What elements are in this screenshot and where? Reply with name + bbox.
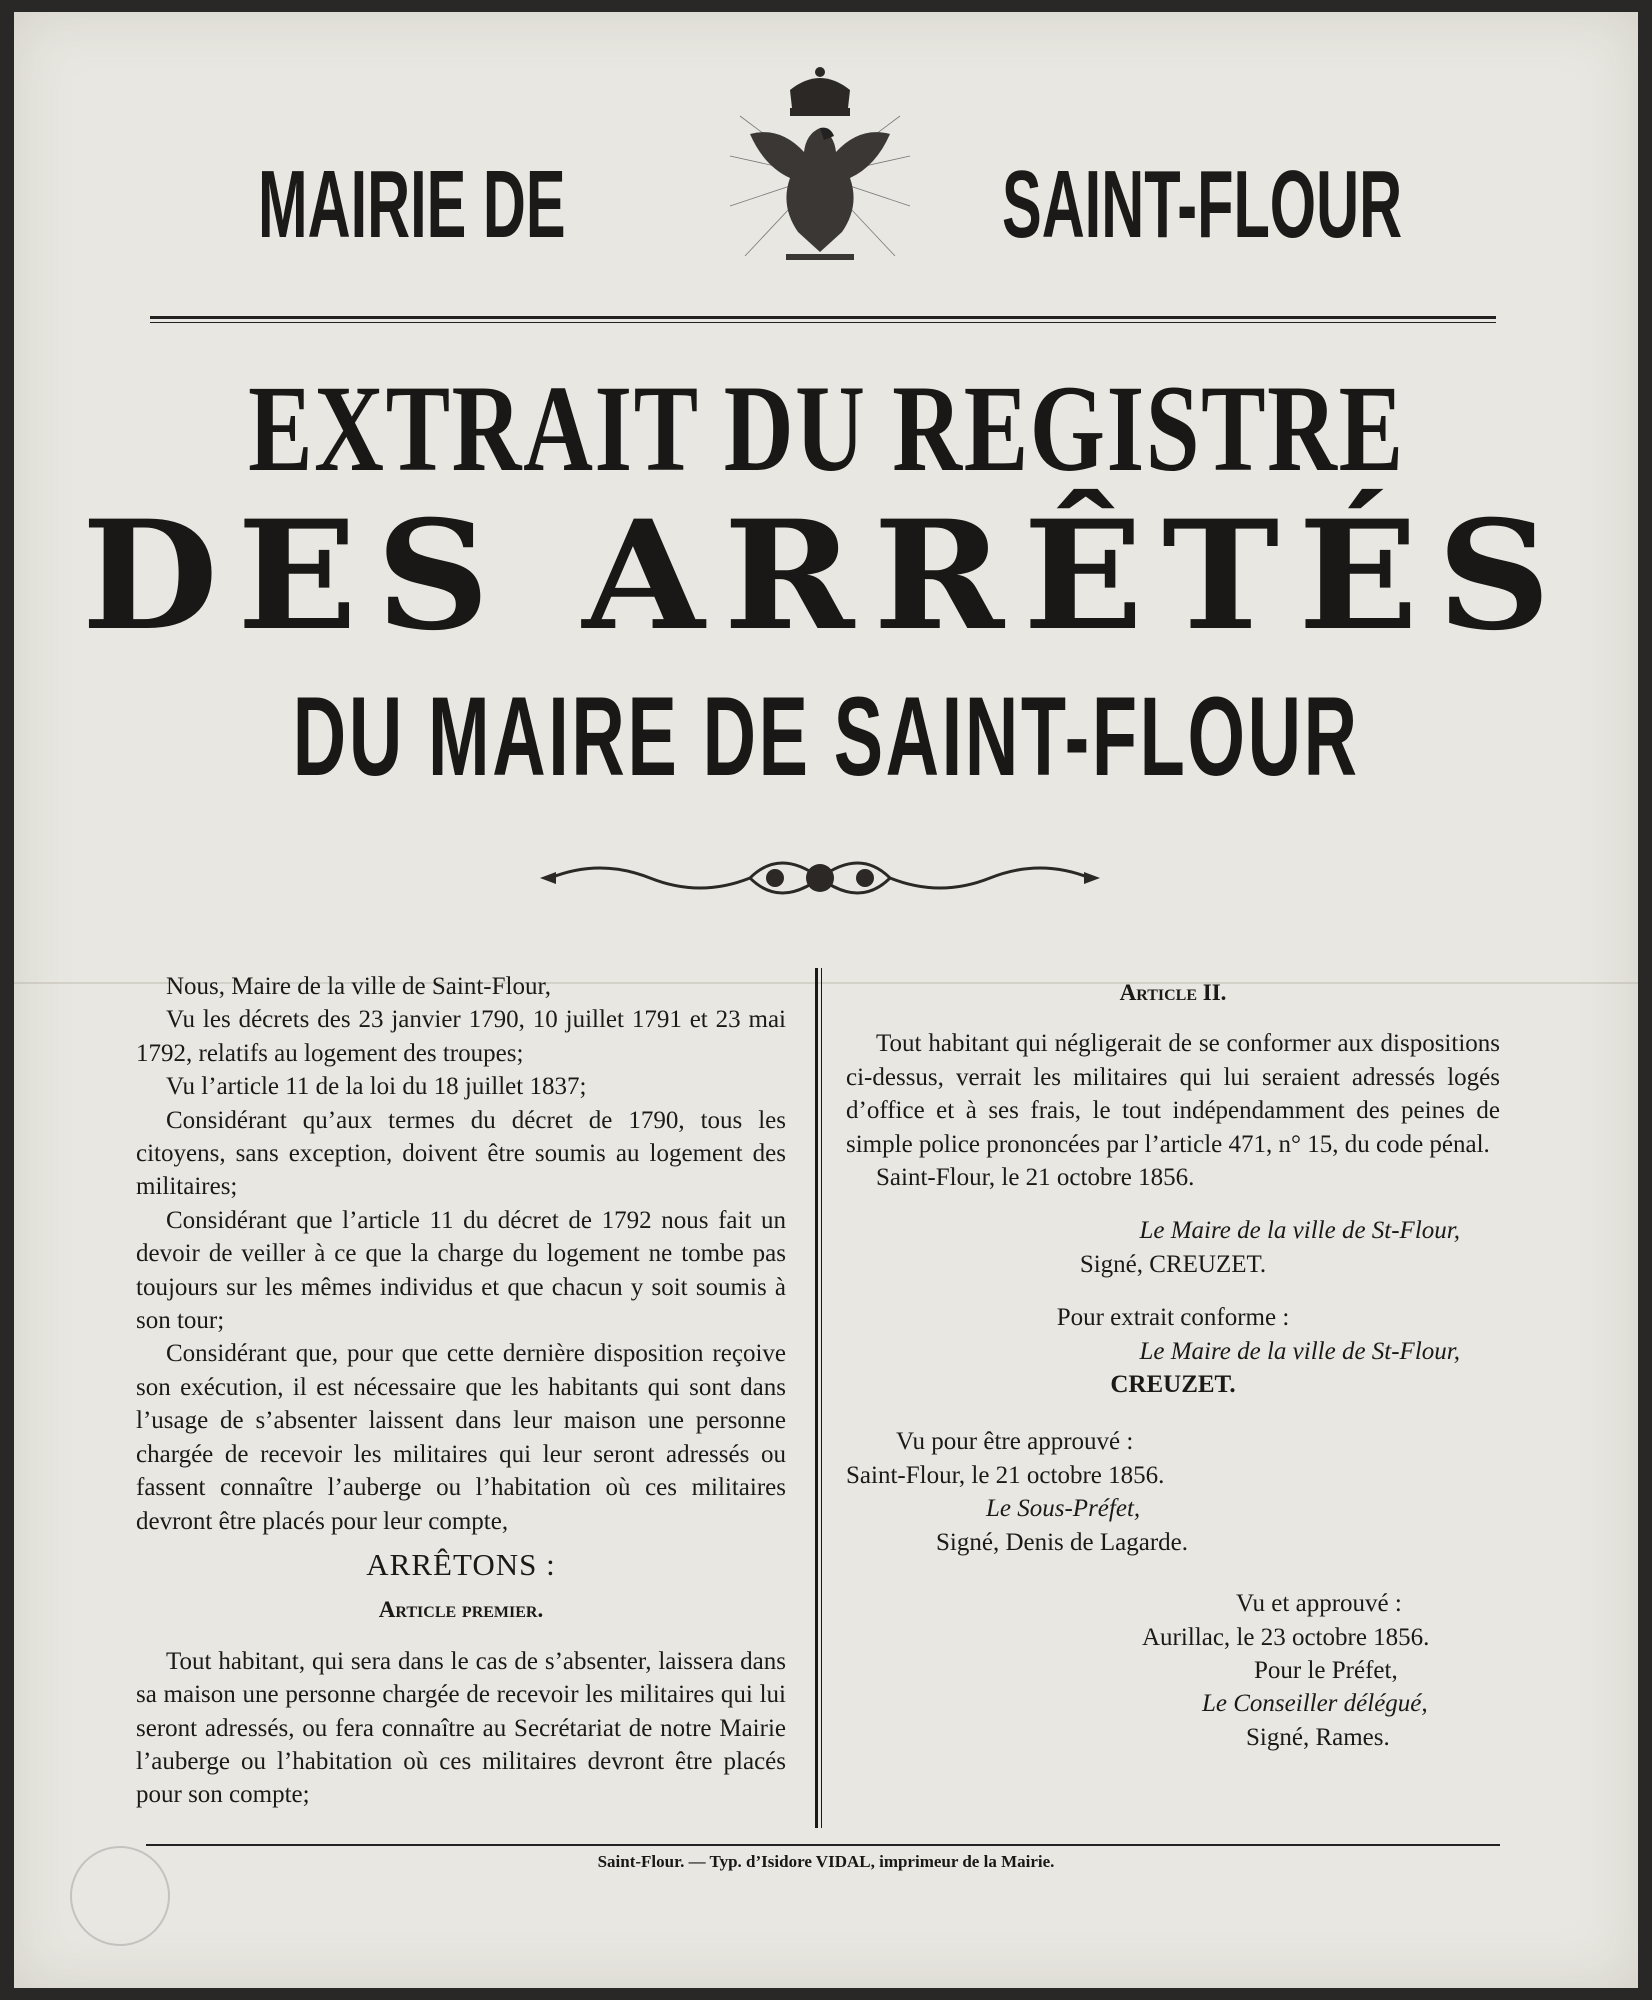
vu-article: Vu l’article 11 de la loi du 18 juillet 1837; xyxy=(166,1073,587,1101)
sig2-role: Le Maire de la ville de St-Flour, xyxy=(1139,1337,1460,1365)
article-1-title: Article premier. xyxy=(378,1597,544,1623)
title-line-3-text: DU MAIRE DE SAINT-FLOUR xyxy=(292,674,1360,799)
sig1-name: Signé, CREUZET. xyxy=(1079,1250,1267,1278)
approve1-label: Vu pour être approuvé : xyxy=(896,1428,1134,1456)
considerant-2: Considérant que l’article 11 du décret de 1792 nous fait un devoir de veiller à ce que la charge du logement ne tombe pas toujours sur les mêmes individus et que chacun y soit soumis à son tour; xyxy=(136,1206,786,1335)
header-rule-thin xyxy=(150,322,1496,323)
right-column xyxy=(846,970,1500,1754)
title-line-2 xyxy=(0,488,1652,664)
column-divider xyxy=(815,968,818,1828)
approve2-name: Signé, Rames. xyxy=(1246,1723,1390,1751)
approve2-date: Aurillac, le 23 octobre 1856. xyxy=(1142,1623,1430,1651)
article-2-title: Article II. xyxy=(1119,980,1227,1005)
article-2-text: Tout habitant qui négligerait de se conformer aux dispositions ci-dessus, verrait les militaires qui lui seraient adressés logés d’office et à ses frais, le tout indépendamment des peines de simple police prononcées par l’article 471, n° 15, du code pénal. xyxy=(846,1030,1500,1158)
title-line-3 xyxy=(0,672,1652,801)
sig2-name: CREUZET. xyxy=(1110,1371,1236,1399)
approve2-label: Vu et approuvé : xyxy=(1236,1590,1402,1618)
footer-rule xyxy=(146,1844,1500,1846)
approve1-name: Signé, Denis de Lagarde. xyxy=(936,1528,1189,1556)
title-line-2-text: DES ARRÊTÉS xyxy=(81,488,1571,664)
considerant-3: Considérant que, pour que cette dernière disposition reçoive son exécution, il est nécessaire que les habitants qui sont dans l’usage de s’absenter laissent dans leur maison une personne chargée de recevoir les militaires qui leur seront adressés ou fassent connaître l’auberge ou l’habitation où ces militaires devront être placés pour leur compte, xyxy=(136,1340,786,1535)
title-line-1-text: EXTRAIT DU REGISTRE xyxy=(247,360,1405,497)
approve2-for: Pour le Préfet, xyxy=(1254,1656,1398,1684)
approve2-role: Le Conseiller délégué, xyxy=(1202,1690,1428,1718)
extract-label: Pour extrait conforme : xyxy=(1056,1304,1290,1332)
decree-date: Saint-Flour, le 21 octobre 1856. xyxy=(876,1164,1195,1192)
title-line-1 xyxy=(0,358,1652,500)
archive-stamp xyxy=(70,1846,170,1946)
intro-text: Nous, Maire de la ville de Saint-Flour, xyxy=(166,973,552,1000)
left-column xyxy=(136,970,786,1812)
imperial-eagle-icon xyxy=(720,56,920,292)
printer-footer: Saint-Flour. — Typ. d’Isidore VIDAL, imprimeur de la Mairie. xyxy=(597,1852,1055,1871)
header-left: MAIRIE DE xyxy=(258,151,566,258)
approve1-date: Saint-Flour, le 21 octobre 1856. xyxy=(846,1461,1165,1489)
considerant-1: Considérant qu’aux termes du décret de 1790, tous les citoyens, sans exception, doivent être soumis au logement des militaires; xyxy=(136,1106,786,1201)
header-rule xyxy=(150,316,1496,319)
header-right: SAINT-FLOUR xyxy=(1002,151,1403,258)
approve1-role: Le Sous-Préfet, xyxy=(986,1495,1141,1523)
ornament-divider-icon xyxy=(540,838,1100,918)
vu-decrets: Vu les décrets des 23 janvier 1790, 10 juillet 1791 et 23 mai 1792, relatifs au logement des troupes; xyxy=(136,1006,786,1067)
article-1-text: Tout habitant, qui sera dans le cas de s’absenter, laissera dans sa maison une personne chargée de recevoir les militaires qui lui seront adressés, ou fera connaître au Secrétariat de notre Mairie l’auberge ou l’habitation où ces militaires devront être placés pour son compte; xyxy=(136,1647,786,1809)
arretons-heading: ARRÊTONS : xyxy=(366,1546,556,1582)
sig1-role: Le Maire de la ville de St-Flour, xyxy=(1139,1217,1460,1245)
column-divider-thin xyxy=(821,968,822,1828)
